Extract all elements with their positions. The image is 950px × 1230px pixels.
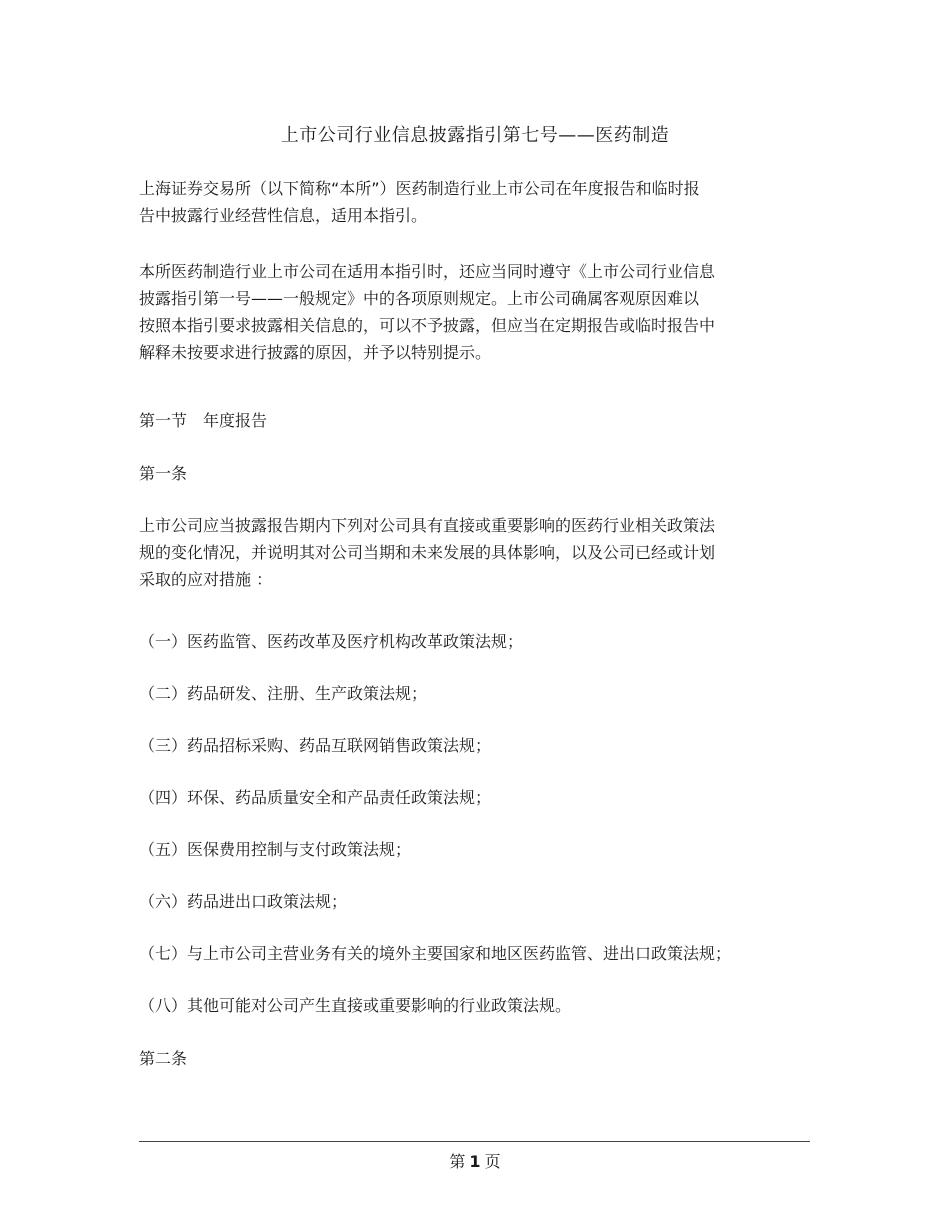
page-footer xyxy=(0,1150,950,1174)
list-item: （四）环保、药品质量安全和产品责任政策法规； xyxy=(139,788,492,807)
list-item: （六）药品进出口政策法规； xyxy=(139,892,348,911)
list-item: （五）医保费用控制与支付政策法规； xyxy=(139,840,412,859)
footer-divider xyxy=(139,1141,810,1142)
section-heading: 第一节 年度报告 xyxy=(139,411,268,430)
list-item: （八）其他可能对公司产生直接或重要影响的行业政策法规。 xyxy=(139,996,572,1015)
list-item: （七）与上市公司主营业务有关的境外主要国家和地区医药监管、进出口政策法规； xyxy=(139,944,732,963)
intro-paragraph xyxy=(139,175,779,229)
article-heading: 第二条 xyxy=(139,1049,188,1068)
article-heading: 第一条 xyxy=(139,464,188,483)
list-item: （一）医药监管、医药改革及医疗机构改革政策法规； xyxy=(139,632,524,651)
list-item: （二）药品研发、注册、生产政策法规； xyxy=(139,684,428,703)
paragraph-line: 告中披露行业经营性信息，适用本指引。 xyxy=(139,206,428,225)
paragraph-line: 本所医药制造行业上市公司在适用本指引时，还应当同时遵守《上市公司行业信息 xyxy=(139,262,716,281)
article-body xyxy=(139,512,779,593)
paragraph-line: 采取的应对措施 ： xyxy=(139,570,273,589)
document-title: 上市公司行业信息披露指引第七号——医药制造 xyxy=(280,125,670,146)
page-number: 1 xyxy=(469,1152,481,1171)
paragraph-line: 上市公司应当披露报告期内下列对公司具有直接或重要影响的医药行业相关政策法 xyxy=(139,516,716,535)
paragraph-line: 规的变化情况，并说明其对公司当期和未来发展的具体影响，以及公司已经或计划 xyxy=(139,543,716,562)
paragraph-line: 披露指引第一号——一般规定》中的各项原则规定。上市公司确属客观原因难以 xyxy=(139,289,700,308)
list-item: （三）药品招标采购、药品互联网销售政策法规； xyxy=(139,736,492,755)
paragraph-line: 按照本指引要求披露相关信息的，可以不予披露，但应当在定期报告或临时报告中 xyxy=(139,316,716,335)
page-label-prefix: 第 xyxy=(449,1152,466,1171)
compliance-paragraph xyxy=(139,258,779,366)
paragraph-line: 解释未按要求进行披露的原因，并予以特别提示。 xyxy=(139,343,492,362)
page-label-suffix: 页 xyxy=(484,1152,501,1171)
paragraph-line: 上海证券交易所（以下简称“本所”）医药制造行业上市公司在年度报告和临时报 xyxy=(139,179,700,198)
